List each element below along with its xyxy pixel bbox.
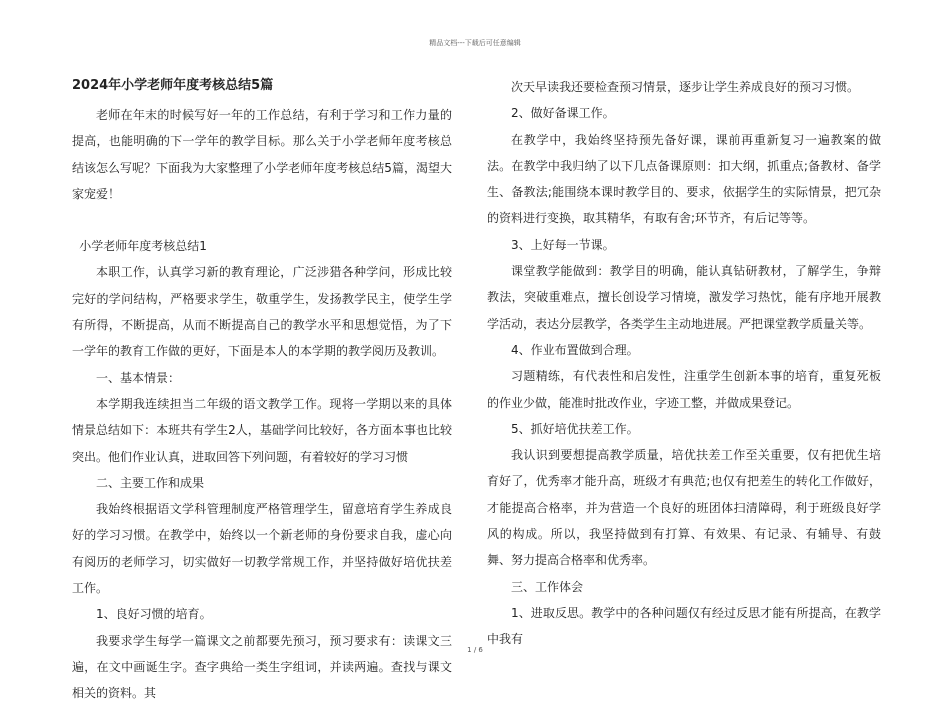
section-heading: 2、做好备课工作。 (511, 106, 615, 121)
paragraph: 我要求学生每学一篇课文之前都要先预习，预习要求有：读课文三遍，在文中画诞生字。查字典给一类生字组词，并读两遍。查找与课文相关的资料。其 (72, 633, 452, 701)
paragraph: 1、进取反思。教学中的各种问题仅有经过反思才能有所提高，在教学中我有 (487, 605, 881, 647)
section-heading: 4、作业布置做到合理。 (511, 342, 639, 357)
section-heading: 三、工作体会 (511, 579, 584, 594)
paragraph: 本学期我连续担当二年级的语文教学工作。现将一学期以来的具体情景总结如下：本班共有学生2人，基础学问比较好，各方面本事也比较突出。他们作业认真，进取回答下列问题，有着较好的学习习惯 (72, 396, 452, 464)
page-header: 精品文档---下载后可任意编辑 (429, 39, 521, 47)
paragraph: 课堂教学能做到：教学目的明确，能认真钻研教材，了解学生，争辩教法，突破重难点，擅长创设学习情境，激发学习热忱，能有序地开展教学活动，表达分层教学，各类学生主动地进展。严把课堂教学质量关等。 (487, 264, 881, 331)
section-heading: 3、上好每一节课。 (511, 237, 615, 252)
blank-line (72, 207, 452, 233)
section-heading: 1、良好习惯的培育。 (96, 607, 212, 622)
section-heading: 二、主要工作和成果 (96, 475, 205, 490)
section-subtitle: 小学老师年度考核总结1 (79, 239, 207, 254)
page-number: 1 / 6 (467, 646, 483, 654)
paragraph: 习题精练，有代表性和启发性，注重学生创新本事的培育，重复死板的作业少做，能准时批改作业，字迹工整，并做成果登记。 (487, 369, 881, 410)
right-column (487, 74, 881, 653)
intro-paragraph: 老师在年末的时候写好一年的工作总结，有利于学习和工作力量的提高，也能明确的下一学年的教学目标。那么关于小学老师年度考核总结该怎么写呢？下面我为大家整理了小学老师年度考核总结5篇，渴望大家宠爱！ (72, 108, 452, 201)
paragraph: 次天早读我还要检查预习情景，逐步让学生养成良好的预习习惯。 (511, 80, 860, 94)
document-title: 2024年小学老师年度考核总结5篇 (72, 78, 274, 93)
section-heading: 一、基本情景： (96, 370, 181, 385)
left-column (72, 74, 452, 707)
paragraph: 在教学中，我始终坚持预先备好课，课前再重新复习一遍教案的做法。在教学中我归纳了以下几点备课原则：扣大纲，抓重点;备教材、备学生、备教法;能围绕本课时教学目的、要求，依据学生的实际情景，把冗杂的资料进行变换，取其精华，有取有舍;环节齐，有后记等等。 (487, 132, 881, 226)
section-heading: 5、抓好培优扶差工作。 (511, 421, 639, 436)
paragraph: 我始终根据语文学科管理制度严格管理学生，留意培育学生养成良好的学习习惯。在教学中，始终以一个新老师的身份要求自我，虚心向有阅历的老师学习，切实做好一切教学常规工作，并坚持做好培优扶差工作。 (72, 502, 452, 596)
paragraph: 我认识到要想提高教学质量，培优扶差工作至关重要，仅有把优生培育好了，优秀率才能升高，班级才有典范;也仅有把差生的转化工作做好，才能提高合格率，并为营造一个良好的班团体扫清障碍，利于班级良好学风的构成。所以，我坚持做到有打算、有效果、有记录、有辅导、有鼓舞、努力提高合格率和优秀率。 (487, 448, 881, 568)
paragraph: 本职工作，认真学习新的教育理论，广泛涉猎各种学问，形成比较完好的学问结构，严格要求学生，敬重学生，发扬教学民主，使学生学有所得，不断提高，从而不断提高自己的教学水平和思想觉悟，为了下一学年的教育工作做的更好，下面是本人的本学期的教学阅历及教训。 (72, 265, 452, 359)
